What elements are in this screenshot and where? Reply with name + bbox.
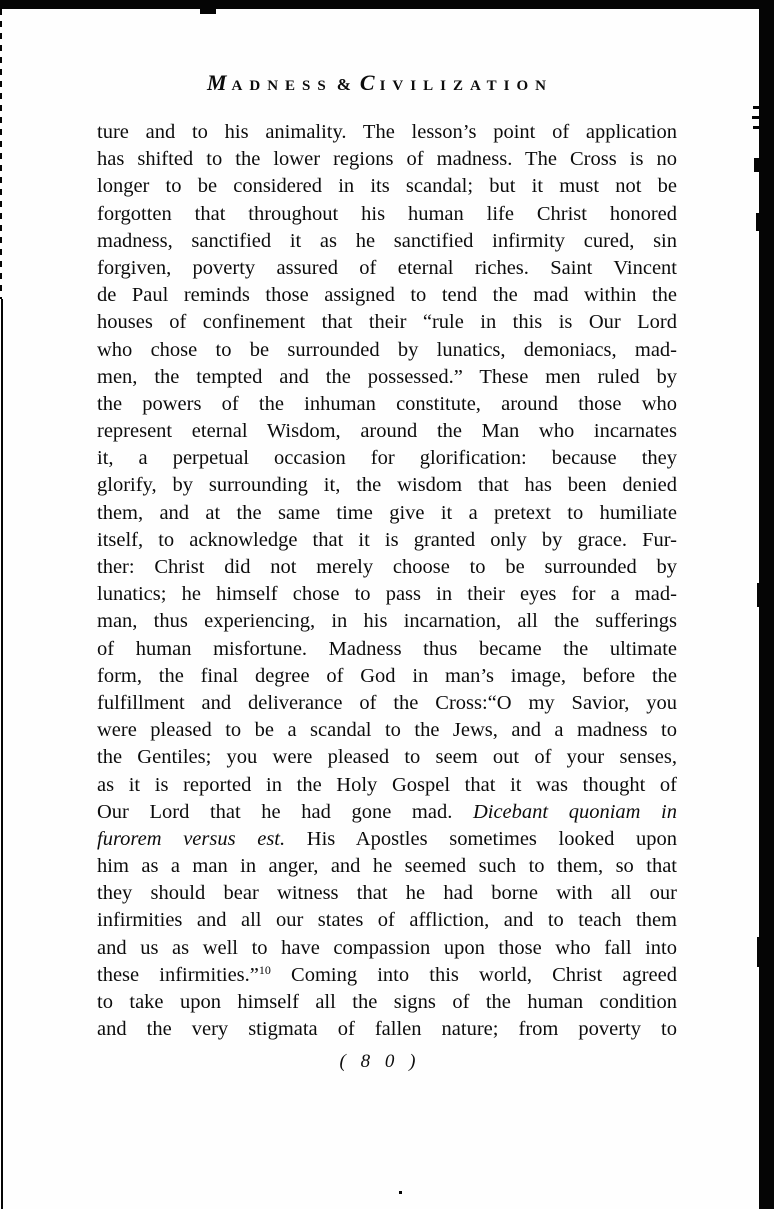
text-segment: represent eternal Wisdom, around the Man who incarnates <box>97 420 677 443</box>
text-line <box>97 744 677 771</box>
text-line <box>97 445 677 472</box>
text-line <box>97 201 677 228</box>
text-segment: fulfillment and deliverance of the Cross:“O my Savior, you <box>97 691 677 714</box>
text-line <box>97 935 677 962</box>
scan-artifact-left-dashed-line <box>0 9 2 299</box>
text-line <box>97 282 677 309</box>
body-paragraph <box>97 119 677 1043</box>
text-line <box>97 826 677 853</box>
text-segment: ther: Christ did not merely choose to be surrounded by <box>97 556 677 578</box>
text-line <box>97 581 677 608</box>
text-line <box>97 717 677 744</box>
text-segment: as it is reported in the Holy Gospel that it was thought of <box>97 773 677 796</box>
text-line <box>97 228 677 255</box>
running-head-caps: ADNESS <box>231 78 333 94</box>
text-line <box>97 636 677 663</box>
text-segment: forgiven, poverty assured of eternal riches. Saint Vincent <box>97 256 677 279</box>
text-line <box>97 119 677 146</box>
text-line <box>97 255 677 282</box>
text-line <box>97 173 677 200</box>
text-segment: to take upon himself all the signs of the human condition <box>97 991 677 1013</box>
text-segment: ture and to his animality. The lesson’s point of application <box>97 121 677 143</box>
text-line <box>97 663 677 690</box>
text-segment: the Gentiles; you were pleased to seem out of your senses, <box>97 746 677 769</box>
text-line <box>97 309 677 336</box>
text-segment: itself, to acknowledge that it is granted only by grace. Fur- <box>97 528 677 551</box>
scan-artifact-top-notch <box>200 9 216 14</box>
text-line <box>97 418 677 445</box>
text-segment: man, thus experiencing, in his incarnation, all the sufferings <box>97 610 677 633</box>
text-line <box>97 853 677 880</box>
scan-artifact-speck <box>399 1191 402 1194</box>
scan-artifact-right-bump <box>757 583 759 607</box>
text-segment: and the very stigmata of fallen nature; from poverty to <box>97 1018 677 1041</box>
scan-artifact-right-tick <box>753 106 759 109</box>
text-line <box>97 527 677 554</box>
scan-artifact-right-tick <box>752 116 759 119</box>
footnote-marker: 10 <box>258 962 271 977</box>
text-segment: madness, sanctified it as he sanctified infirmity cured, sin <box>97 229 677 252</box>
text-line <box>97 690 677 717</box>
text-segment: longer to be considered in its scandal; but it must not be <box>97 175 677 198</box>
text-segment: them, and at the same time give it a pretext to humiliate <box>97 501 677 524</box>
text-segment: it, a perpetual occasion for glorification: because they <box>97 447 677 470</box>
text-segment: him as a man in anger, and he seemed such to them, so that <box>97 855 677 878</box>
text-segment: and us as well to have compassion upon those who fall into <box>97 936 677 959</box>
text-segment: they should bear witness that he had borne with all our <box>97 882 677 905</box>
scan-artifact-right-bump <box>754 158 759 172</box>
text-line <box>97 1016 677 1043</box>
text-line <box>97 907 677 934</box>
text-segment: these infirmities.” <box>97 963 259 986</box>
text-segment: were pleased to be a scandal to the Jews, and a madness to <box>97 719 677 742</box>
scan-artifact-right-bump <box>756 213 759 231</box>
text-line <box>97 880 677 907</box>
text-segment: furorem versus est. <box>97 827 286 850</box>
page-number: ( 8 0 ) <box>339 1051 421 1072</box>
text-line <box>97 772 677 799</box>
text-line <box>97 962 677 989</box>
text-segment: Dicebant quoniam in <box>472 800 678 823</box>
text-segment: of human misfortune. Madness thus became the ultimate <box>97 637 677 660</box>
scan-artifact-right-bump <box>757 937 759 967</box>
scan-artifact-right-edge <box>759 0 774 1209</box>
text-segment: His Apostles sometimes looked upon <box>285 827 678 850</box>
text-line <box>97 146 677 173</box>
text-line <box>97 364 677 391</box>
text-line <box>97 799 677 826</box>
running-head-initial: C <box>359 70 380 95</box>
text-line <box>97 554 677 581</box>
text-segment: forgotten that throughout his human life Christ honored <box>97 202 677 225</box>
running-head <box>0 70 760 96</box>
text-line <box>97 500 677 527</box>
text-segment: has shifted to the lower regions of madness. The Cross is no <box>97 148 677 171</box>
running-head-caps: IVILIZATION <box>379 78 554 94</box>
text-segment: infirmities and all our states of affliction, and to teach them <box>97 909 677 932</box>
text-line <box>97 391 677 418</box>
text-segment: Coming into this world, Christ agreed <box>270 963 677 986</box>
text-segment: Our Lord that he had gone mad. <box>97 800 473 823</box>
text-segment: form, the final degree of God in man’s image, before the <box>97 664 677 687</box>
scan-artifact-right-tick <box>753 126 759 129</box>
text-segment: glorify, by surrounding it, the wisdom that has been denied <box>97 474 677 497</box>
text-segment: houses of confinement that their “rule in this is Our Lord <box>97 311 677 334</box>
text-line <box>97 608 677 635</box>
text-segment: the powers of the inhuman constitute, around those who <box>97 392 677 415</box>
text-segment: who chose to be surrounded by lunatics, demoniacs, mad- <box>97 338 677 361</box>
text-segment: de Paul reminds those assigned to tend the mad within the <box>97 284 677 307</box>
text-segment: men, the tempted and the possessed.” These men ruled by <box>97 365 677 388</box>
text-line <box>97 337 677 364</box>
text-line <box>97 989 677 1016</box>
ampersand: & <box>336 75 351 94</box>
running-head-initial: M <box>206 70 232 95</box>
scan-artifact-top-edge <box>0 0 774 9</box>
text-line <box>97 472 677 499</box>
text-segment: lunatics; he himself chose to pass in their eyes for a mad- <box>97 583 677 606</box>
